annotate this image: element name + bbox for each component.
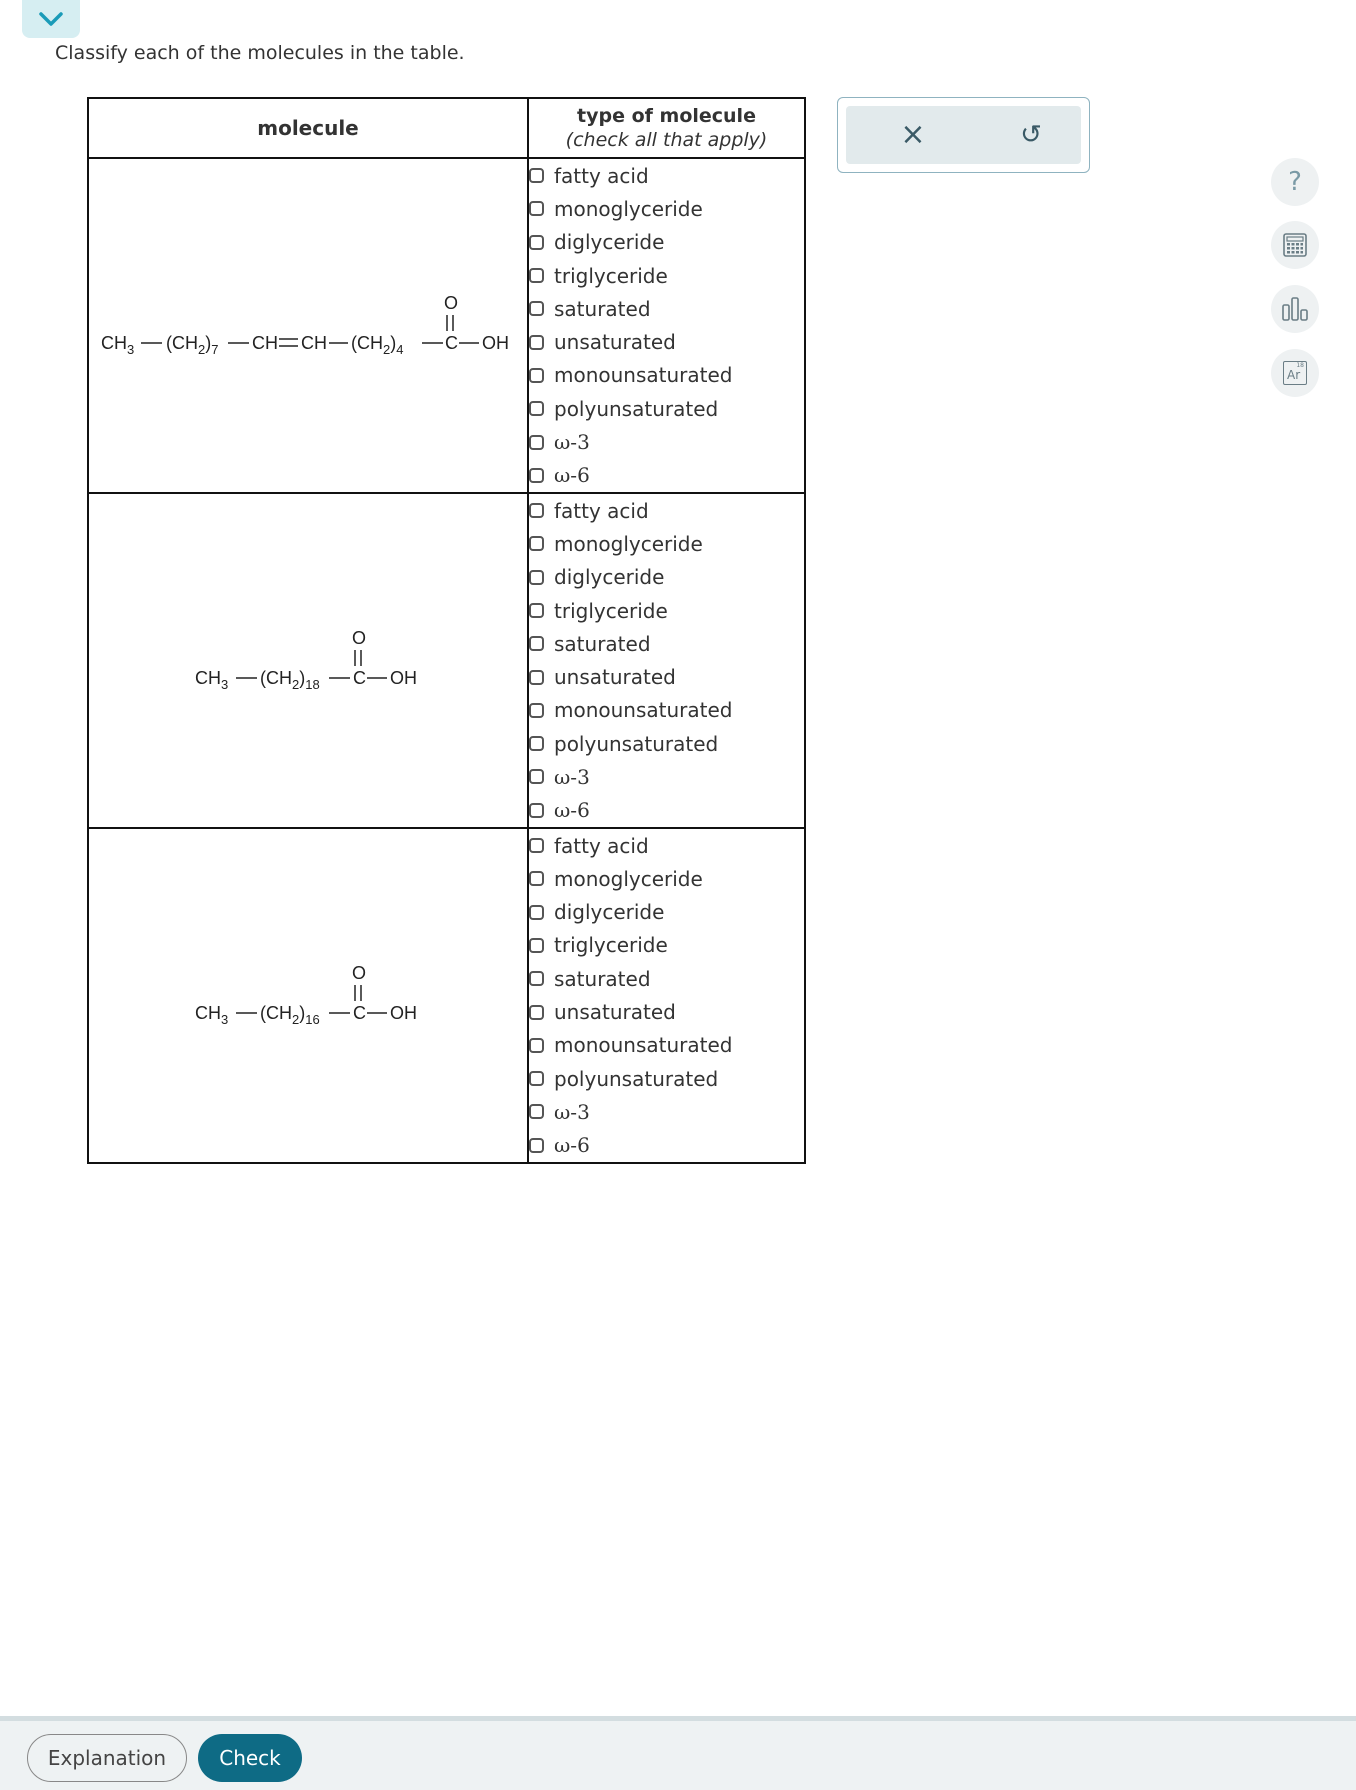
checkbox[interactable] bbox=[529, 803, 544, 818]
option-monounsaturated[interactable]: monounsaturated bbox=[529, 694, 804, 727]
collapse-tab-button[interactable] bbox=[22, 0, 80, 38]
checkbox[interactable] bbox=[529, 769, 544, 784]
option-omega-3[interactable]: ω-3 bbox=[529, 760, 804, 793]
options-cell-3 bbox=[528, 828, 805, 1163]
option-fatty-acid[interactable]: fatty acid bbox=[529, 829, 804, 862]
checkbox[interactable] bbox=[529, 335, 544, 350]
option-triglyceride[interactable]: triglyceride bbox=[529, 594, 804, 627]
checkbox[interactable] bbox=[529, 536, 544, 551]
checkbox[interactable] bbox=[529, 235, 544, 250]
mol1-ch2-7: $(CH_2)_7$ bbox=[166, 333, 219, 357]
checkbox[interactable] bbox=[529, 268, 544, 283]
option-saturated[interactable]: saturated bbox=[529, 292, 804, 325]
option-omega-3[interactable]: ω-3 bbox=[529, 1095, 804, 1128]
chevron-down-icon bbox=[38, 11, 64, 27]
option-monounsaturated[interactable]: monounsaturated bbox=[529, 359, 804, 392]
option-polyunsaturated[interactable]: polyunsaturated bbox=[529, 392, 804, 425]
checkbox[interactable] bbox=[529, 201, 544, 216]
mol2-ch3: $CH_3$ bbox=[195, 667, 229, 692]
table-row bbox=[88, 493, 805, 828]
checkbox[interactable] bbox=[529, 871, 544, 886]
option-monoglyceride[interactable]: monoglyceride bbox=[529, 192, 804, 225]
mol3-ch2-16: $(CH_2)_{16}$ bbox=[260, 1002, 320, 1027]
mol2-oh: OH bbox=[390, 667, 417, 688]
classification-table bbox=[87, 97, 806, 1164]
clear-button[interactable] bbox=[896, 118, 930, 152]
molecule-structure-3 bbox=[89, 829, 527, 1159]
mol3-oh: OH bbox=[390, 1002, 417, 1023]
mol1-ch3: $CH_3$ bbox=[101, 333, 135, 357]
checkbox[interactable] bbox=[529, 603, 544, 618]
checkbox[interactable] bbox=[529, 570, 544, 585]
checkbox[interactable] bbox=[529, 401, 544, 416]
option-omega-6[interactable]: ω-6 bbox=[529, 1129, 804, 1162]
mol2-oxygen: O bbox=[352, 627, 367, 648]
answer-tools-panel bbox=[837, 97, 1090, 173]
header-type-title: type of molecule bbox=[577, 105, 756, 127]
option-monoglyceride[interactable]: monoglyceride bbox=[529, 862, 804, 895]
option-triglyceride[interactable]: triglyceride bbox=[529, 929, 804, 962]
periodic-table-icon: 18 Ar bbox=[1283, 361, 1307, 385]
molecule-structure-1 bbox=[89, 159, 527, 489]
option-omega-6[interactable]: ω-6 bbox=[529, 794, 804, 827]
undo-button[interactable] bbox=[1014, 118, 1048, 152]
mol3-oxygen: O bbox=[352, 962, 367, 983]
mol1-ch2-4: $(CH_2)_4$ bbox=[351, 333, 404, 357]
option-unsaturated[interactable]: unsaturated bbox=[529, 995, 804, 1028]
checkbox[interactable] bbox=[529, 1104, 544, 1119]
header-type bbox=[528, 98, 805, 158]
table-header-row bbox=[88, 98, 805, 158]
checkbox[interactable] bbox=[529, 1005, 544, 1020]
checkbox[interactable] bbox=[529, 938, 544, 953]
explanation-button[interactable]: Explanation bbox=[27, 1734, 187, 1782]
question-prompt: Classify each of the molecules in the table. bbox=[55, 42, 465, 64]
option-unsaturated[interactable]: unsaturated bbox=[529, 325, 804, 358]
molecule-structure-2 bbox=[89, 494, 527, 824]
checkbox[interactable] bbox=[529, 838, 544, 853]
checkbox[interactable] bbox=[529, 636, 544, 651]
molecule-cell-2 bbox=[88, 493, 528, 828]
mol1-carbon: C bbox=[445, 333, 458, 353]
option-fatty-acid[interactable]: fatty acid bbox=[529, 494, 804, 527]
calculator-button[interactable] bbox=[1271, 221, 1319, 269]
table-row bbox=[88, 828, 805, 1163]
table-row bbox=[88, 158, 805, 493]
mol2-ch2-18: $(CH_2)_{18}$ bbox=[260, 667, 320, 692]
option-polyunsaturated[interactable]: polyunsaturated bbox=[529, 1062, 804, 1095]
option-saturated[interactable]: saturated bbox=[529, 962, 804, 995]
mol1-ch-b: CH bbox=[301, 333, 327, 353]
checkbox[interactable] bbox=[529, 168, 544, 183]
molecule-cell-3 bbox=[88, 828, 528, 1163]
option-fatty-acid[interactable]: fatty acid bbox=[529, 159, 804, 192]
option-monoglyceride[interactable]: monoglyceride bbox=[529, 527, 804, 560]
molecule-cell-1 bbox=[88, 158, 528, 493]
checkbox[interactable] bbox=[529, 736, 544, 751]
option-triglyceride[interactable]: triglyceride bbox=[529, 259, 804, 292]
option-monounsaturated[interactable]: monounsaturated bbox=[529, 1029, 804, 1062]
mol3-ch3: $CH_3$ bbox=[195, 1002, 229, 1027]
checkbox[interactable] bbox=[529, 905, 544, 920]
bar-chart-icon bbox=[1280, 295, 1310, 323]
header-molecule: molecule bbox=[88, 98, 528, 158]
option-diglyceride[interactable]: diglyceride bbox=[529, 896, 804, 929]
option-polyunsaturated[interactable]: polyunsaturated bbox=[529, 727, 804, 760]
checkbox[interactable] bbox=[529, 971, 544, 986]
option-omega-3[interactable]: ω-3 bbox=[529, 425, 804, 458]
checkbox[interactable] bbox=[529, 670, 544, 685]
mol1-oh: OH bbox=[482, 333, 509, 353]
checkbox[interactable] bbox=[529, 1038, 544, 1053]
checkbox[interactable] bbox=[529, 301, 544, 316]
mol2-carbon: C bbox=[353, 667, 366, 688]
option-diglyceride[interactable]: diglyceride bbox=[529, 561, 804, 594]
options-cell-1 bbox=[528, 158, 805, 493]
checkbox[interactable] bbox=[529, 1138, 544, 1153]
checkbox[interactable] bbox=[529, 503, 544, 518]
mol3-carbon: C bbox=[353, 1002, 366, 1023]
option-diglyceride[interactable]: diglyceride bbox=[529, 226, 804, 259]
periodic-table-button[interactable] bbox=[1271, 349, 1319, 397]
mol1-ch-a: CH bbox=[252, 333, 278, 353]
checkbox[interactable] bbox=[529, 1071, 544, 1086]
header-type-note: (check all that apply) bbox=[565, 129, 768, 151]
option-saturated[interactable]: saturated bbox=[529, 627, 804, 660]
help-button[interactable] bbox=[1271, 158, 1319, 206]
check-button[interactable]: Check bbox=[198, 1734, 302, 1782]
checkbox[interactable] bbox=[529, 435, 544, 450]
question-mark-icon: ? bbox=[1288, 167, 1302, 197]
checkbox[interactable] bbox=[529, 703, 544, 718]
checkbox[interactable] bbox=[529, 468, 544, 483]
close-icon: × bbox=[900, 117, 926, 152]
data-chart-button[interactable] bbox=[1271, 285, 1319, 333]
checkbox[interactable] bbox=[529, 368, 544, 383]
option-unsaturated[interactable]: unsaturated bbox=[529, 660, 804, 693]
undo-icon: ↺ bbox=[1020, 120, 1042, 150]
options-cell-2 bbox=[528, 493, 805, 828]
option-omega-6[interactable]: ω-6 bbox=[529, 459, 804, 492]
mol1-oxygen: O bbox=[444, 293, 459, 313]
calculator-icon bbox=[1282, 232, 1308, 258]
answer-tools-bar bbox=[846, 106, 1081, 164]
